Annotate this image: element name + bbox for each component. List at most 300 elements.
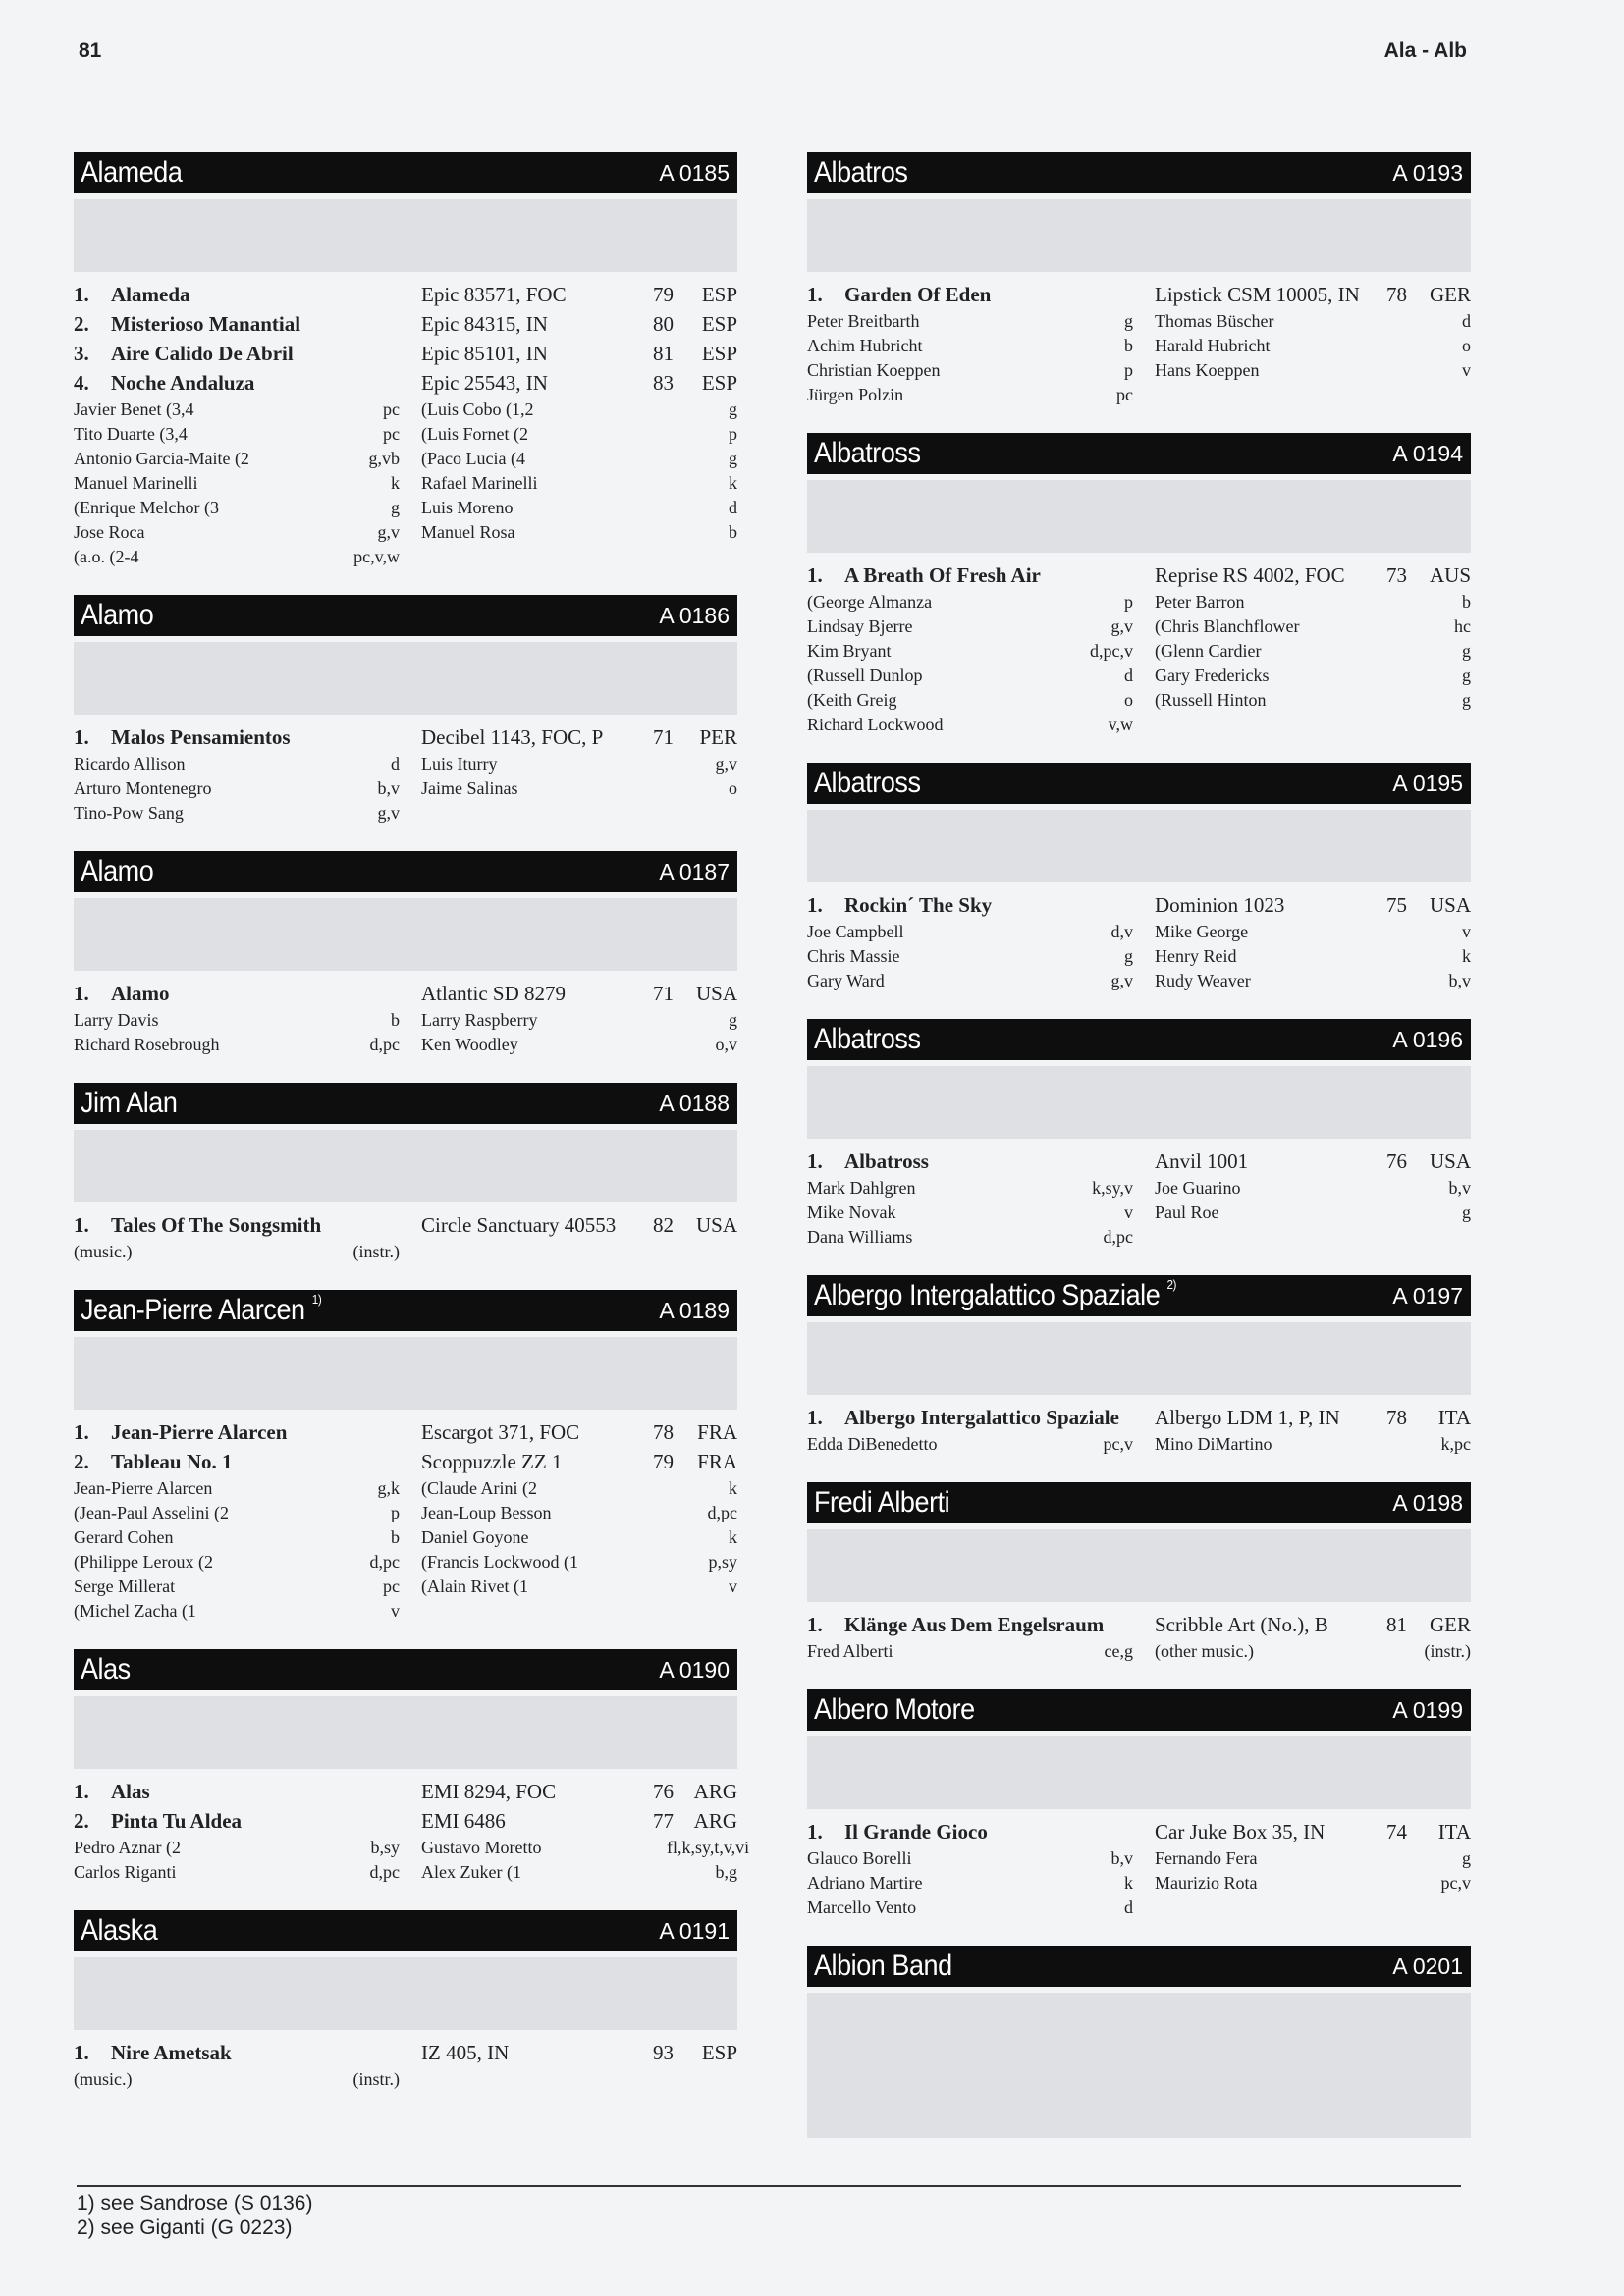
entry-code: A 0193 [1392,159,1463,186]
release-row [807,561,1471,590]
release-country: AUS [1429,562,1471,587]
member-name: (Michel Zacha (1 [74,1601,196,1621]
member-role: k,sy,v [1092,1178,1133,1198]
member-name: (Luis Cobo (1,2 [421,400,534,419]
member-role: pc [383,1576,400,1596]
release-label: IZ 405, IN [421,2040,510,2064]
release-title-cell [74,1213,421,1238]
release-title-cell [74,283,421,307]
member-row [807,688,1471,713]
image-placeholder [74,199,737,272]
release-row [74,339,737,368]
footnote-1: 1) see Sandrose (S 0136) [77,2192,313,2215]
member-name: Serge Millerat [74,1576,176,1596]
release-row [74,979,737,1008]
release-number: 4. [74,370,89,395]
member-name: (Francis Lockwood (1 [421,1552,578,1572]
artist-name-text: Albion Band [814,1949,952,1982]
entry-code: A 0189 [659,1297,730,1323]
image-placeholder [74,1130,737,1202]
release-country: ESP [701,370,737,395]
member-name: Mike George [1155,922,1249,941]
release-year: 80 [653,311,674,336]
release-country: ITA [1437,1405,1471,1429]
member-row [74,1575,737,1599]
entry-code: A 0197 [1392,1282,1463,1308]
entry-code: A 0198 [1392,1489,1463,1516]
release-label: Reprise RS 4002, FOC [1155,562,1345,587]
release-year: 74 [1386,1819,1407,1843]
member-name: Jean-Loup Besson [421,1503,552,1522]
release-number: 1. [807,892,823,917]
member-row [807,334,1471,358]
member-name: (Chris Blanchflower [1155,616,1300,636]
release-year: 81 [1386,1612,1407,1636]
member-name: Mark Dahlgren [807,1178,916,1198]
member-role: k [1462,946,1471,966]
member-name: Dana Williams [807,1227,913,1247]
member-role: b,sy [370,1838,400,1857]
release-year: 77 [653,1808,674,1833]
image-placeholder [74,1696,737,1769]
release-row [74,368,737,398]
release-country: USA [1429,892,1471,917]
page-number: 81 [79,39,102,62]
member-name: Tito Duarte (3,4 [74,424,188,444]
member-name: Alex Zuker (1 [421,1862,521,1882]
release-row [74,722,737,752]
artist-name-text: Albergo Intergalattico Spaziale [814,1279,1161,1311]
member-role: d [1124,1897,1133,1917]
member-row [807,969,1471,993]
member-role: g,v [377,803,400,823]
entry-code: A 0191 [659,1917,730,1944]
member-role: p [729,424,737,444]
artist-entry [807,152,1471,407]
member-role: g [1124,946,1133,966]
left-column [74,152,750,2117]
artist-entry [807,1275,1471,1457]
release-number: 1. [807,562,823,587]
artist-name-text: Albero Motore [814,1693,975,1726]
member-name: (Philippe Leroux (2 [74,1552,213,1572]
member-name: Mike Novak [807,1202,896,1222]
artist-entry [807,763,1471,993]
member-role: p,sy [708,1552,737,1572]
release-country: FRA [697,1419,737,1444]
release-title-cell [74,2041,421,2065]
release-number: 1. [74,2040,89,2064]
image-placeholder [807,1529,1471,1602]
release-row [807,280,1471,309]
release-number: 1. [74,1779,89,1803]
image-placeholder [807,1736,1471,1809]
member-role: g [391,498,400,517]
member-row [807,614,1471,639]
entry-header [807,1946,1471,1987]
release-label: Car Juke Box 35, IN [1155,1819,1326,1843]
member-name: (music.) [74,2069,133,2089]
release-row [74,309,737,339]
member-role: b [729,522,737,542]
member-name: Larry Raspberry [421,1010,538,1030]
release-title: Il Grande Gioco [844,1819,988,1843]
member-name: Mino DiMartino [1155,1434,1272,1454]
release-label: Circle Sanctuary 40553 [421,1212,617,1237]
release-year: 71 [653,724,674,749]
artist-name-text: Jean-Pierre Alarcen [81,1294,305,1326]
artist-name-text: Alaska [81,1914,158,1947]
footnote-2: 2) see Giganti (G 0223) [77,2216,293,2239]
member-row [74,752,737,776]
member-name: Daniel Goyone [421,1527,529,1547]
entry-code: A 0201 [1392,1952,1463,1979]
member-name: Marcello Vento [807,1897,917,1917]
member-row [807,713,1471,737]
release-label: Decibel 1143, FOC, P [421,724,604,749]
release-label: EMI 8294, FOC [421,1779,557,1803]
release-year: 78 [1386,282,1407,306]
entry-code: A 0186 [659,602,730,628]
member-role: v [391,1601,400,1621]
release-number: 1. [74,981,89,1005]
release-title: Pinta Tu Aldea [111,1808,243,1833]
member-row [807,639,1471,664]
member-role: p [391,1503,400,1522]
member-name: Arturo Montenegro [74,778,212,798]
member-name: Chris Massie [807,946,900,966]
member-name: (Alain Rivet (1 [421,1576,528,1596]
artist-name [81,1653,131,1686]
member-row [74,1550,737,1575]
release-row [807,890,1471,920]
artist-name-text: Albatros [814,156,908,188]
member-role: k [729,1527,737,1547]
member-row [807,1639,1471,1664]
release-row [74,1806,737,1836]
release-number: 2. [74,1808,89,1833]
member-role: b,v [377,778,400,798]
release-label: Epic 25543, IN [421,370,548,395]
member-name: Ricardo Allison [74,754,186,774]
entry-code: A 0190 [659,1656,730,1682]
member-row [807,664,1471,688]
artist-entry [807,1689,1471,1920]
member-row [807,920,1471,944]
member-row [74,801,737,826]
release-number: 1. [74,724,89,749]
entry-header [807,1689,1471,1731]
artist-name [81,1087,177,1120]
release-number: 1. [807,1612,823,1636]
release-year: 78 [1386,1405,1407,1429]
member-name: (Jean-Paul Asselini (2 [74,1503,229,1522]
artist-name [81,1914,157,1948]
artist-name [814,1023,921,1056]
release-number: 1. [807,282,823,306]
member-role: d,pc,v [1090,641,1133,661]
member-name: Larry Davis [74,1010,159,1030]
release-number: 3. [74,341,89,365]
member-role: d [391,754,400,774]
member-role: (instr.) [352,1242,400,1261]
member-role: b [391,1010,400,1030]
member-role: pc [383,424,400,444]
entry-header [74,1083,737,1124]
artist-name [81,855,153,888]
release-row [807,1817,1471,1846]
member-row [74,1008,737,1033]
entry-code: A 0194 [1392,440,1463,466]
entry-code: A 0188 [659,1090,730,1116]
member-row [74,471,737,496]
artist-name-text: Jim Alan [81,1087,178,1119]
release-number: 1. [74,282,89,306]
member-name: (Russell Hinton [1155,690,1267,710]
release-title: Albergo Intergalattico Spaziale [844,1405,1119,1429]
member-name: Achim Hubricht [807,336,923,355]
release-title: Albatross [844,1148,929,1173]
artist-name [81,1294,321,1327]
member-row [807,1225,1471,1250]
release-country: USA [1429,1148,1471,1173]
member-role: g [1462,1848,1471,1868]
member-name: Kim Bryant [807,641,892,661]
release-number: 1. [74,1212,89,1237]
release-year: 79 [653,282,674,306]
release-title: Klänge Aus Dem Engelsraum [844,1612,1105,1636]
image-placeholder [807,810,1471,882]
member-role: g [1462,690,1471,710]
member-row [807,1176,1471,1201]
member-role: g [729,449,737,468]
release-country: FRA [697,1449,737,1473]
member-name: Pedro Aznar (2 [74,1838,181,1857]
member-name: Edda DiBenedetto [807,1434,938,1454]
artist-name [814,767,921,800]
member-role: (instr.) [352,2069,400,2089]
image-placeholder [74,1337,737,1410]
artist-name-text: Albatross [814,767,921,799]
release-number: 2. [74,1449,89,1473]
entry-header [74,595,737,636]
member-name: Manuel Marinelli [74,473,198,493]
release-title: Jean-Pierre Alarcen [111,1419,288,1444]
image-placeholder [807,480,1471,553]
release-title: Tableau No. 1 [111,1449,233,1473]
member-role: k [1124,1873,1133,1893]
right-column [807,152,1471,2163]
image-placeholder [807,1993,1471,2138]
member-name: Thomas Büscher [1155,311,1274,331]
release-label: Scribble Art (No.), B [1155,1612,1328,1636]
release-year: 83 [653,370,674,395]
member-row [74,1501,737,1525]
artist-name [814,1486,949,1520]
artist-name-text: Alas [81,1653,131,1685]
release-title: Alamo [111,981,170,1005]
member-name: Jürgen Polzin [807,385,904,404]
release-label: Epic 83571, FOC [421,282,567,306]
member-name: Paul Roe [1155,1202,1219,1222]
member-row [74,776,737,801]
member-name: Gary Fredericks [1155,666,1270,685]
member-name: Glauco Borelli [807,1848,912,1868]
release-year: 76 [1386,1148,1407,1173]
footnote-ref: 1) [311,1292,322,1307]
release-title-cell [74,312,421,337]
member-role: pc [1116,385,1133,404]
member-row [74,2067,737,2092]
member-name: Gary Ward [807,971,885,990]
release-year: 81 [653,341,674,365]
artist-name [81,156,182,189]
member-name: (Keith Greig [807,690,897,710]
member-name: Manuel Rosa [421,522,515,542]
artist-name [814,437,921,470]
member-role: g,v [1110,616,1133,636]
member-name: Ken Woodley [421,1035,518,1054]
member-name: (Glenn Cardier [1155,641,1262,661]
release-label: Albergo LDM 1, P, IN [1155,1405,1340,1429]
entry-header [74,1649,737,1690]
release-country: USA [695,981,737,1005]
member-role: g [1462,1202,1471,1222]
member-row [807,1846,1471,1871]
member-role: g [729,400,737,419]
release-title-cell [74,725,421,750]
member-name: Lindsay Bjerre [807,616,913,636]
release-title-cell [74,342,421,366]
release-number: 1. [74,1419,89,1444]
release-row [74,2038,737,2067]
release-title-cell [807,1613,1155,1637]
release-title: Misterioso Manantial [111,311,301,336]
artist-entry [807,433,1471,737]
artist-name-text: Fredi Alberti [814,1486,950,1519]
artist-name-text: Albatross [814,437,921,469]
release-label: Scoppuzzle ZZ 1 [421,1449,563,1473]
member-name: Antonio Garcia-Maite (2 [74,449,249,468]
member-name: Carlos Riganti [74,1862,177,1882]
release-label: EMI 6486 [421,1808,506,1833]
artist-entry [807,1019,1471,1250]
member-row [74,1033,737,1057]
member-name: Richard Rosebrough [74,1035,220,1054]
release-label: Lipstick CSM 10005, IN [1155,282,1360,306]
artist-entry [74,1290,737,1624]
member-role: g,vb [368,449,400,468]
release-title: Alas [111,1779,150,1803]
artist-name-text: Alamo [81,855,154,887]
member-role: k [729,473,737,493]
entry-header [74,152,737,193]
release-country: ESP [701,2040,737,2064]
artist-entry [807,1482,1471,1664]
member-role: g [1462,666,1471,685]
release-title-cell [807,283,1155,307]
member-row [807,1896,1471,1920]
member-role: b,v [1110,1848,1133,1868]
member-role: v [1462,360,1471,380]
member-role: o,v [715,1035,737,1054]
member-role: pc,v,w [353,547,400,566]
release-title-cell [74,1809,421,1834]
member-name: (Luis Fornet (2 [421,424,528,444]
release-title-cell [74,371,421,396]
release-country: USA [695,1212,737,1237]
member-role: v [1462,922,1471,941]
image-placeholder [74,1957,737,2030]
entry-header [807,1482,1471,1523]
release-number: 1. [807,1148,823,1173]
release-year: 73 [1386,562,1407,587]
member-name: Christian Koeppen [807,360,941,380]
release-year: 78 [653,1419,674,1444]
release-country: ESP [701,311,737,336]
member-row [807,1201,1471,1225]
entry-header [807,1019,1471,1060]
release-title-cell [807,1149,1155,1174]
release-country: ARG [693,1779,737,1803]
release-row [74,280,737,309]
member-role: k [729,1478,737,1498]
member-role: b [1462,592,1471,612]
member-name: (other music.) [1155,1641,1254,1661]
member-role: fl,k,sy,t,v,vi [667,1838,750,1857]
member-role: v [1124,1202,1133,1222]
release-title: Malos Pensamientos [111,724,291,749]
image-placeholder [807,1322,1471,1395]
member-role: b [1124,336,1133,355]
member-row [807,590,1471,614]
release-number: 1. [807,1405,823,1429]
member-name: Henry Reid [1155,946,1237,966]
member-role: v [729,1576,737,1596]
member-name: (George Almanza [807,592,933,612]
member-row [807,383,1471,407]
release-title: A Breath Of Fresh Air [844,562,1041,587]
member-role: d,v [1110,922,1133,941]
member-role: o [1462,336,1471,355]
release-year: 75 [1386,892,1407,917]
member-role: g [1462,641,1471,661]
member-role: d,pc [1103,1227,1133,1247]
member-role: d,pc [369,1862,400,1882]
member-role: d [729,498,737,517]
entry-header [74,1290,737,1331]
member-role: d [1462,311,1471,331]
artist-name [814,1693,975,1727]
member-role: d,pc [707,1503,737,1522]
member-role: (instr.) [1424,1641,1471,1661]
member-name: Gerard Cohen [74,1527,174,1547]
entry-code: A 0185 [659,159,730,186]
member-name: Jose Roca [74,522,145,542]
release-year: 82 [653,1212,674,1237]
release-country: ARG [693,1808,737,1833]
member-name: Fernando Fera [1155,1848,1258,1868]
entry-code: A 0196 [1392,1026,1463,1052]
member-role: pc [383,400,400,419]
member-role: g,v [377,522,400,542]
member-row [74,1860,737,1885]
artist-name [81,599,153,632]
member-role: v,w [1108,715,1133,734]
entry-code: A 0187 [659,858,730,884]
member-name: Peter Breitbarth [807,311,920,331]
member-role: p [1124,360,1133,380]
